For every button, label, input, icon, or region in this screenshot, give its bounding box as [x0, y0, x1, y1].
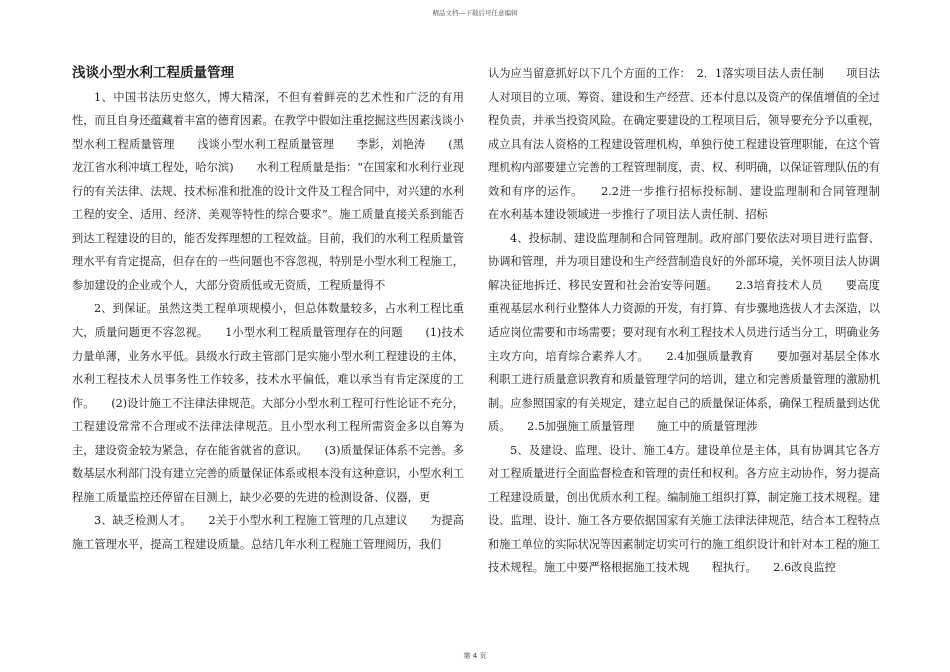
right-column	[488, 62, 903, 620]
body-paragraph-1: 1、中国书法历史悠久，博大精深，不但有着鲜亮的艺术性和广泛的有用性，而且自身还蕴藏着丰富的德育因素。在教学中假如注重挖掘这些因素浅谈小型水利工程质量管理 浅谈小型水利工程质量管理 李影，刘艳涛 (黑龙江省水利冲填工程处，哈尔滨) 水利工程质量是指：“在国家和水利行业现行的有关法律、法规、技术标准和批准的设计文件及工程合同中，对兴建的水利工程的安全、适用、经济、美观等特性的综合要求”。施工质量直接关系到能否到达工程建设的目的，能否发挥理想的工程效益。目前，我们的水利工程质量管理水平有肯定提高，但存在的一些问题也不容忽视，特别是小型水利工程施工，参加建设的企业或个人，大部分资质低或无资质，工程质量得不	[72, 90, 464, 292]
page-number: 第 4 页	[463, 652, 487, 660]
page-header: 精品文档---下载后可任意编辑	[432, 9, 518, 17]
body-paragraph-3: 3、缺乏检测人才。 2关于小型水利工程施工管理的几点建议 为提高施工管理水平，提高工程建设质量。总结几年水利工程施工管理阅历，我们	[72, 514, 464, 551]
left-column	[72, 62, 464, 620]
body-paragraph-5: 4、投标制、建设监理制和合同管理制。政府部门要依法对项目进行监督、协调和管理，并为项目建设和生产经营制造良好的外部环境，关怀项目法人协调解决征地拆迁、移民安置和社会治安等问题。 2.3培育技术人员 要高度重视基层水利行业整体人力资源的开发，有打算、有步骤地选拔人才去深造，以适应岗位需要和市场需要；要对现有水利工程技术人员进行适当分工，明确业务主攻方向，培育综合素养人才。 2.4加强质量教育 要加强对基层全体水利职工进行质量意识教育和质量管理学问的培训，建立和完善质量管理的激励机制。应参照国家的有关规定，建立起自己的质量保证体系，确保工程质量到达优质。 2.5加强施工质量管理 施工中的质量管理涉	[488, 231, 880, 434]
body-paragraph-2: 2、到保证。虽然这类工程单项规模小，但总体数量较多，占水利工程比重大，质量问题更不容忽视。 1小型水利工程质量管理存在的问题 (1)技术力量单薄，业务水平低。县级水行政主管部门是实施小型水利工程建设的主体，水利工程技术人员事务性工作较多，技术水平偏低，难以承当有肯定深度的工作。 (2)设计施工不注律法律规范。大部分小型水利工程可行性论证不充分，工程建设常常不合理或不法律法律规范。且小型水利工程所需资金多以自筹为主，建设资金较为紧急，存在能省就省的意识。 (3)质量保证体系不完善。多数基层水利部门没有建立完善的质量保证体系或根本没有这种意识，小型水利工程施工质量监控还停留在目测上，缺少必要的先进的检测设备、仪器，更	[72, 302, 464, 504]
article-title: 浅谈小型水利工程质量管理	[72, 65, 234, 81]
body-paragraph-6: 5、及建设、监理、设计、施工4方。建设单位是主体，具有协调其它各方对工程质量进行全面监督检查和管理的责任和权利。各方应主动协作，努力提高工程建设质量，创出优质水利工程。编制施工组织打算，制定施工技术规程。建设、监理、设计、施工各方要依据国家有关施工法律法律规范，结合本工程特点和施工单位的实际状况等因素制定切实可行的施工组织设计和针对本工程的施工技术规程。施工中要严格根据施工技术规 程执行。 2.6改良监控	[488, 443, 880, 575]
body-paragraph-4: 认为应当留意抓好以下几个方面的工作： 2．1落实项目法人责任制 项目法人对项目的立项、筹资、建设和生产经营、还本付息以及资产的保值增值的全过程负责，并承当投资风险。在确定要建设的工程项目后，领导要充分予以重视，成立具有法人资格的工程建设管理机构，单独行使工程建设管理职能，在这个管理机构内部要建立完善的工程管理制度，责、权、利明确，以保证管理队伍的有效和有序的运作。 2.2进一步推行招标投标制、建设监理制和合同管理制 在水利基本建设领域进一步推行了项目法人责任制、招标	[488, 67, 903, 222]
